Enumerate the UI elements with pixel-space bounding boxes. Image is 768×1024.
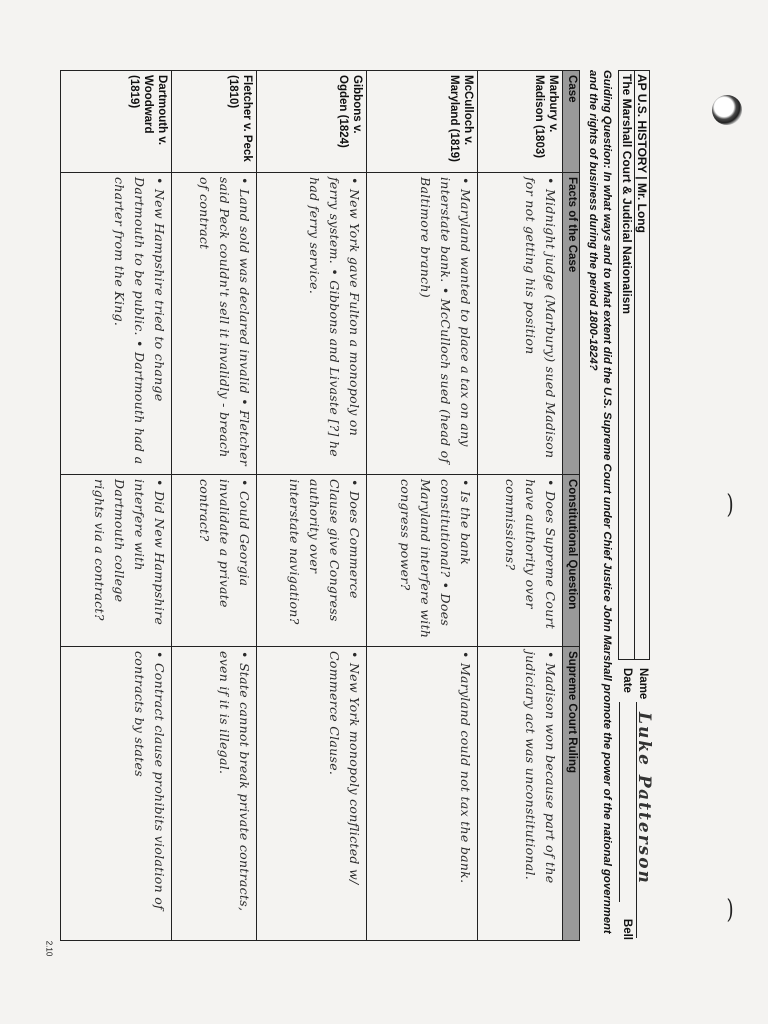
column-header: Facts of the Case bbox=[563, 173, 580, 475]
header-box bbox=[618, 70, 650, 660]
case-facts: • Midnight judge (Marbury) sued Madison for not getting his position bbox=[478, 173, 563, 475]
table-row bbox=[478, 71, 563, 941]
case-name: Dartmouth v. Woodward (1819) bbox=[61, 71, 172, 173]
case-question: • Could Georgia invalidate a private contract? bbox=[171, 475, 256, 647]
case-facts: • Land sold was declared invalid • Fletcher said Peck couldn't sell it invalidly - breach of contract bbox=[171, 173, 256, 475]
case-ruling: • State cannot break private contracts, even if it is illegal. bbox=[171, 647, 256, 941]
column-header: Supreme Court Ruling bbox=[563, 647, 580, 941]
table-row bbox=[61, 71, 172, 941]
table-row bbox=[256, 71, 367, 941]
course-label: AP U.S. HISTORY | Mr. Long bbox=[634, 71, 649, 659]
name-date-area bbox=[618, 668, 654, 940]
date-label: Date bbox=[621, 668, 633, 693]
case-facts: • New York gave Fulton a monopoly on ferry system. • Gibbons and Livaste [?] he had ferry service. bbox=[256, 173, 367, 475]
case-name: Marbury v. Madison (1803) bbox=[478, 71, 563, 173]
name-label: Name bbox=[637, 668, 649, 700]
binder-hole-top bbox=[712, 95, 742, 125]
student-name-handwritten: Luke Patterson bbox=[634, 712, 654, 885]
table-row bbox=[367, 71, 478, 941]
binder-notch-upper: ) bbox=[726, 490, 734, 520]
bell-label: Bell bbox=[621, 918, 633, 940]
binder-notch-lower: ) bbox=[726, 895, 734, 925]
case-ruling: • New York monopoly conflicted w/ Commerce Clause. bbox=[256, 647, 367, 941]
case-question: • Did New Hampshire interfere with Dartmouth college rights via a contract? bbox=[61, 475, 172, 647]
case-name: Gibbons v. Ogden (1824) bbox=[256, 71, 367, 173]
page-number: 2.10 bbox=[44, 940, 54, 957]
case-ruling: • Contract clause prohibits violation of contracts by states bbox=[61, 647, 172, 941]
case-ruling: • Madison won because part of the judiciary act was unconstitutional. bbox=[478, 647, 563, 941]
case-facts: • New Hampshire tried to change Dartmouth to be public. • Dartmouth had a charter from the King. bbox=[61, 173, 172, 475]
date-line bbox=[619, 702, 620, 902]
case-name: McCulloch v. Maryland (1819) bbox=[367, 71, 478, 173]
worksheet-title: The Marshall Court & Judicial Nationalism bbox=[620, 74, 634, 315]
guiding-question: Guiding Question: In what ways and to what extent did the U.S. Supreme Court under Chief Justice John Marshall promote the power of the national government and the rights of business during the period 1800-1824? bbox=[587, 70, 613, 934]
case-facts: • Maryland wanted to place a tax on any interstate bank. • McCulloch sued (head of Baltimore branch) bbox=[367, 173, 478, 475]
column-header: Constitutional Question bbox=[563, 475, 580, 647]
case-name: Fletcher v. Peck (1810) bbox=[171, 71, 256, 173]
case-ruling: • Maryland could not tax the bank. bbox=[367, 647, 478, 941]
table-row bbox=[171, 71, 256, 941]
case-question: • Is the bank constitutional? • Does Maryland interfere with congress power? bbox=[367, 475, 478, 647]
worksheet bbox=[60, 70, 654, 940]
column-header: Case bbox=[563, 71, 580, 173]
table-header-row bbox=[563, 71, 580, 941]
case-question: • Does Supreme Court have authority over commissions? bbox=[478, 475, 563, 647]
case-question: • Does Commerce Clause give Congress authority over interstate navigation? bbox=[256, 475, 367, 647]
cases-table bbox=[60, 70, 580, 941]
